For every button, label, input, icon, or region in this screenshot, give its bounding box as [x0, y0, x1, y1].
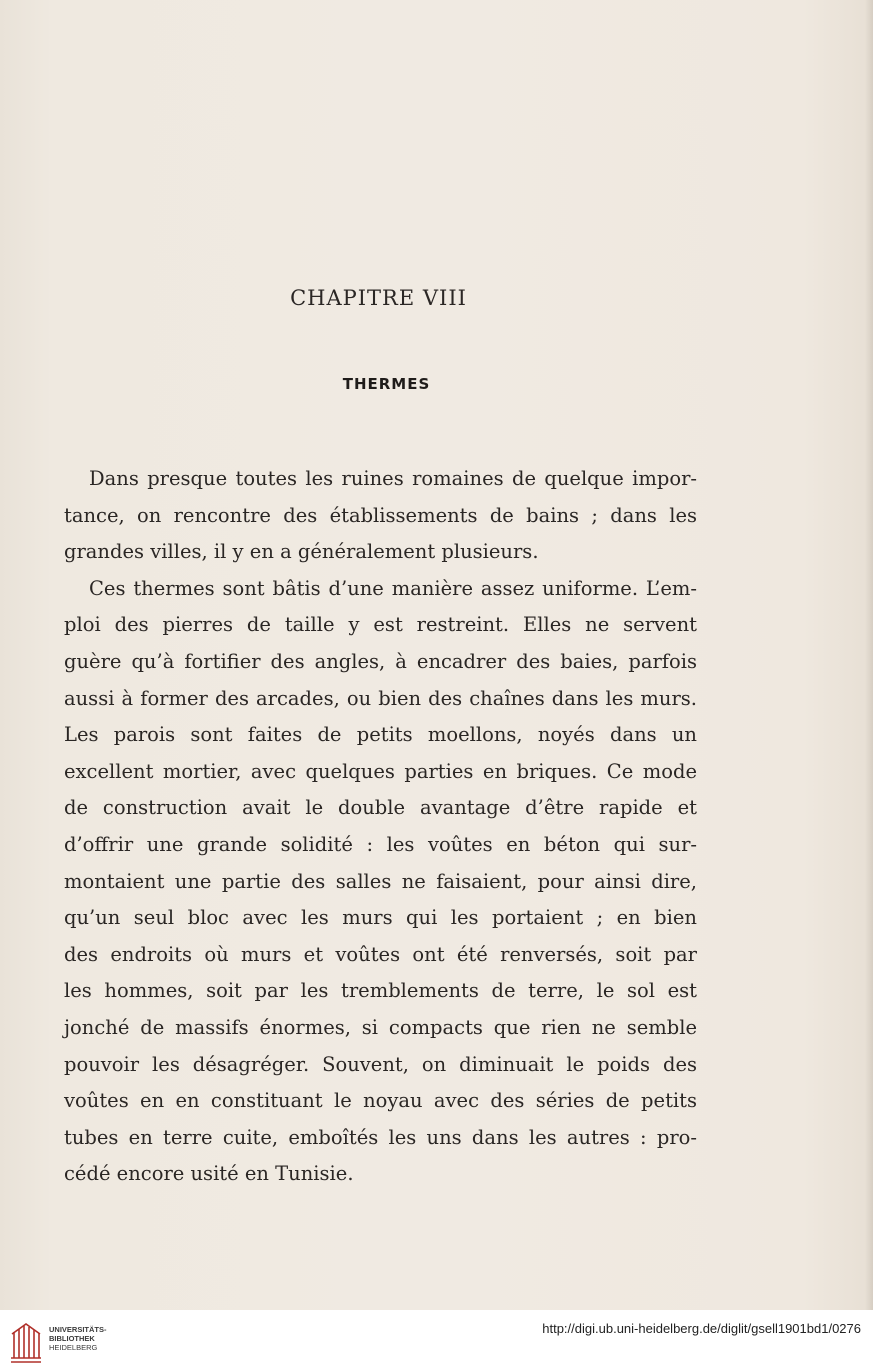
library-name-line: BIBLIOTHEK [49, 1334, 95, 1343]
text-line: guère qu’à fortifier des angles, à encadrer des baies, parfois [64, 649, 697, 673]
section-title: THERMES [342, 375, 431, 393]
text-line: Dans presque toutes les ruines romaines de quelque impor- [89, 467, 697, 490]
text-line: montaient une partie des salles ne faisaient, pour ainsi dire, [64, 869, 697, 893]
text-line: Ces thermes sont bâtis d’une manière assez uniforme. L’em- [89, 576, 697, 600]
library-name-line: HEIDELBERG [49, 1343, 98, 1352]
text-line: voûtes en en constituant le noyau avec des séries de petits [64, 1089, 697, 1113]
library-name [49, 1325, 107, 1352]
university-library-logo-icon[interactable] [8, 1318, 44, 1364]
chapter-heading: CHAPITRE VIII [290, 286, 467, 310]
text-line: tubes en terre cuite, emboîtés les uns dans les autres : pro- [64, 1125, 697, 1149]
text-line: Les parois sont faites de petits moellons, noyés dans un [64, 723, 697, 747]
text-line: excellent mortier, avec quelques parties en briques. Ce mode [64, 759, 697, 783]
text-line: pouvoir les désagréger. Souvent, on diminuait le poids des [64, 1052, 697, 1076]
text-line: cédé encore usité en Tunisie. [64, 1162, 354, 1186]
text-line: de construction avait le double avantage d’être rapide et [64, 796, 697, 820]
text-line: qu’un seul bloc avec les murs qui les portaient ; en bien [64, 906, 697, 930]
text-line: aussi à former des arcades, ou bien des chaînes dans les murs. [64, 686, 697, 710]
footer-bar [0, 1310, 873, 1372]
page-edge-shadow [865, 0, 873, 1310]
permalink-url[interactable]: http://digi.ub.uni-heidelberg.de/diglit/gsell1901bd1/0276 [542, 1321, 861, 1336]
text-line: ploi des pierres de taille y est restreint. Elles ne servent [64, 613, 697, 637]
text-line: les hommes, soit par les tremblements de terre, le sol est [64, 979, 697, 1003]
text-line: d’offrir une grande solidité : les voûtes en béton qui sur- [64, 832, 697, 856]
text-line: jonché de massifs énormes, si compacts que rien ne semble [64, 1015, 697, 1039]
text-line: tance, on rencontre des établissements de bains ; dans les [64, 503, 697, 527]
library-name-line: UNIVERSITÄTS- [49, 1325, 107, 1334]
text-line: des endroits où murs et voûtes ont été renversés, soit par [64, 942, 697, 966]
body-text [64, 461, 697, 1193]
text-line: grandes villes, il y en a généralement plusieurs. [64, 540, 539, 564]
